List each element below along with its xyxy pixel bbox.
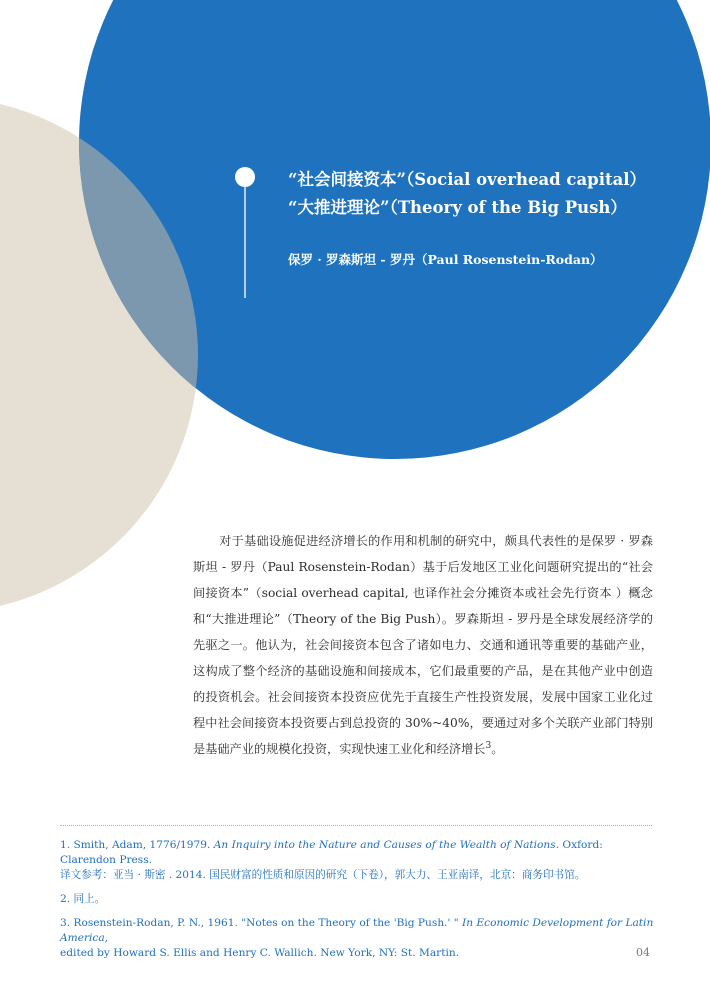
author-name: 保罗 · 罗森斯坦 - 罗丹（Paul Rosenstein-Rodan）	[288, 252, 603, 267]
footnote-2	[60, 892, 660, 907]
page-number: 04	[636, 946, 650, 959]
footnote-ref[interactable]: 3	[485, 740, 492, 751]
footnote-1-translation: 译文参考：亚当 · 斯密 . 2014. 国民财富的性质和原因的研究（下卷），郭大力、王亚南译，北京：商务印书馆。	[60, 869, 586, 881]
body-end-punct: 。	[491, 742, 504, 756]
body-paragraph	[193, 528, 653, 762]
footnote-1-title: An Inquiry into the Nature and Causes of the Wealth of Nations.	[213, 839, 560, 851]
title-line-1: “社会间接资本”（Social overhead capital）	[288, 170, 647, 189]
footnote-1-prefix: 1. Smith, Adam, 1776/1979.	[60, 839, 214, 851]
title-line-2: “大推进理论”（Theory of the Big Push）	[288, 198, 627, 217]
section-title	[288, 166, 698, 222]
footnote-1-suffix: Oxford: Clarendon Press.	[60, 839, 603, 866]
footnote-1	[60, 838, 660, 883]
footnote-3-prefix: 3. Rosenstein-Rodan, P. N., 1961. "Notes on the Theory of the 'Big Push.' "	[60, 917, 463, 929]
timeline-dot	[235, 167, 255, 187]
footnote-divider	[60, 825, 652, 826]
footnote-2-text: 2. 同上。	[60, 893, 106, 905]
footnote-3-title: In Economic Development for Latin America,	[60, 917, 654, 944]
footnote-3	[60, 916, 660, 961]
body-text: 对于基础设施促进经济增长的作用和机制的研究中，颇具代表性的是保罗 · 罗森斯坦 - 罗丹（Paul Rosenstein-Rodan）基于后发地区工业化问题研究提出的“社会间接资本”（social overhead capital, 也译作社会分摊资本或社会先行资本 ）概念和“大推进理论”（Theory of the Big Push）。罗森斯坦 - 罗丹是全球发展经济学的先驱之一。他认为，社会间接资本包含了诸如电力、交通和通讯等重要的基础产业，这构成了整个经济的基础设施和间接成本，它们最重要的产品，是在其他产业中创造的投资机会。社会间接资本投资应优先于直接生产性投资发展，发展中国家工业化过程中社会间接资本投资要占到总投资的 30%~40%，要通过对多个关联产业部门特别是基础产业的规模化投资，实现快速工业化和经济增长	[193, 534, 653, 756]
footnotes	[60, 838, 660, 970]
footnote-3-suffix: edited by Howard S. Ellis and Henry C. Wallich. New York, NY: St. Martin.	[60, 947, 460, 959]
